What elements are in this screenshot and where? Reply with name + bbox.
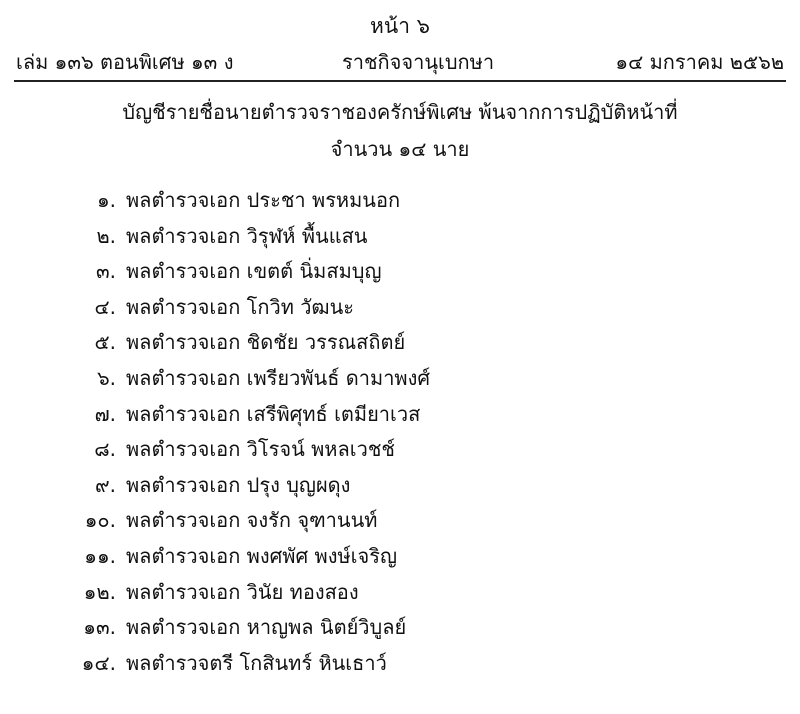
item-number: ๑๒.	[83, 579, 116, 604]
publication-name: ราชกิจจานุเบกษา	[342, 50, 495, 74]
list-item	[0, 576, 800, 612]
officer-name: พลตำรวจเอก ปรุง บุญผดุง	[126, 472, 351, 497]
officer-name: พลตำรวจเอก วิรุฬห์ พื้นแสน	[126, 223, 368, 248]
item-number: ๕.	[94, 330, 116, 355]
item-number: ๑.	[96, 188, 116, 212]
item-number: ๘.	[94, 437, 116, 462]
officer-name: พลตำรวจเอก เสรีพิศุทธ์ เตมียาเวส	[126, 401, 421, 426]
item-number: ๖.	[96, 365, 116, 390]
officer-name: พลตำรวจเอก วิโรจน์ พหลเวชช์	[126, 437, 395, 462]
item-number: ๗.	[94, 401, 116, 426]
gazette-header	[14, 46, 786, 76]
item-number: ๔.	[94, 294, 116, 319]
list-item	[0, 469, 800, 505]
page-number: หน้า ๖	[370, 14, 430, 38]
officer-name: พลตำรวจเอก จงรัก จุฑานนท์	[126, 508, 378, 533]
officer-name: พลตำรวจเอก เขตต์ นิ่มสมบุญ	[126, 259, 382, 284]
list-item	[0, 326, 800, 362]
list-item	[0, 540, 800, 576]
item-number: ๑๓.	[83, 615, 116, 640]
officer-name: พลตำรวจเอก วินัย ทองสอง	[126, 579, 359, 604]
list-item	[0, 291, 800, 327]
list-item	[0, 504, 800, 540]
officer-name: พลตำรวจเอก พงศพัศ พงษ์เจริญ	[126, 543, 398, 568]
item-number: ๒.	[96, 223, 116, 248]
officer-list	[0, 184, 800, 682]
officer-name: พลตำรวจเอก เพรียวพันธ์ ดามาพงศ์	[126, 365, 431, 390]
officer-name: พลตำรวจเอก ประชา พรหมนอก	[126, 188, 401, 212]
item-number: ๙.	[94, 472, 116, 497]
list-item	[0, 611, 800, 647]
document-title: บัญชีรายชื่อนายตำรวจราชองครักษ์พิเศษ พ้นจากการปฏิบัติหน้าที่	[122, 100, 678, 124]
item-number: ๑๔.	[81, 650, 116, 675]
list-item	[0, 647, 800, 683]
item-number: ๑๑.	[84, 543, 116, 568]
list-item	[0, 433, 800, 469]
list-item	[0, 220, 800, 256]
list-item	[0, 184, 800, 220]
volume-issue: เล่ม ๑๓๖ ตอนพิเศษ ๑๓ ง	[16, 50, 234, 74]
officer-name: พลตำรวจตรี โกสินทร์ หินเธาว์	[126, 650, 387, 675]
list-item	[0, 362, 800, 398]
officer-name: พลตำรวจเอก ชิดชัย วรรณสถิตย์	[126, 330, 406, 355]
header-divider	[14, 80, 786, 82]
document-count: จำนวน ๑๔ นาย	[330, 137, 470, 161]
officer-name: พลตำรวจเอก โกวิท วัฒนะ	[126, 294, 354, 319]
officer-name: พลตำรวจเอก หาญพล นิตย์วิบูลย์	[126, 615, 407, 640]
item-number: ๓.	[95, 259, 116, 284]
item-number: ๑๐.	[84, 508, 116, 533]
publication-date: ๑๔ มกราคม ๒๕๖๒	[615, 50, 784, 74]
list-item	[0, 255, 800, 291]
list-item	[0, 398, 800, 434]
